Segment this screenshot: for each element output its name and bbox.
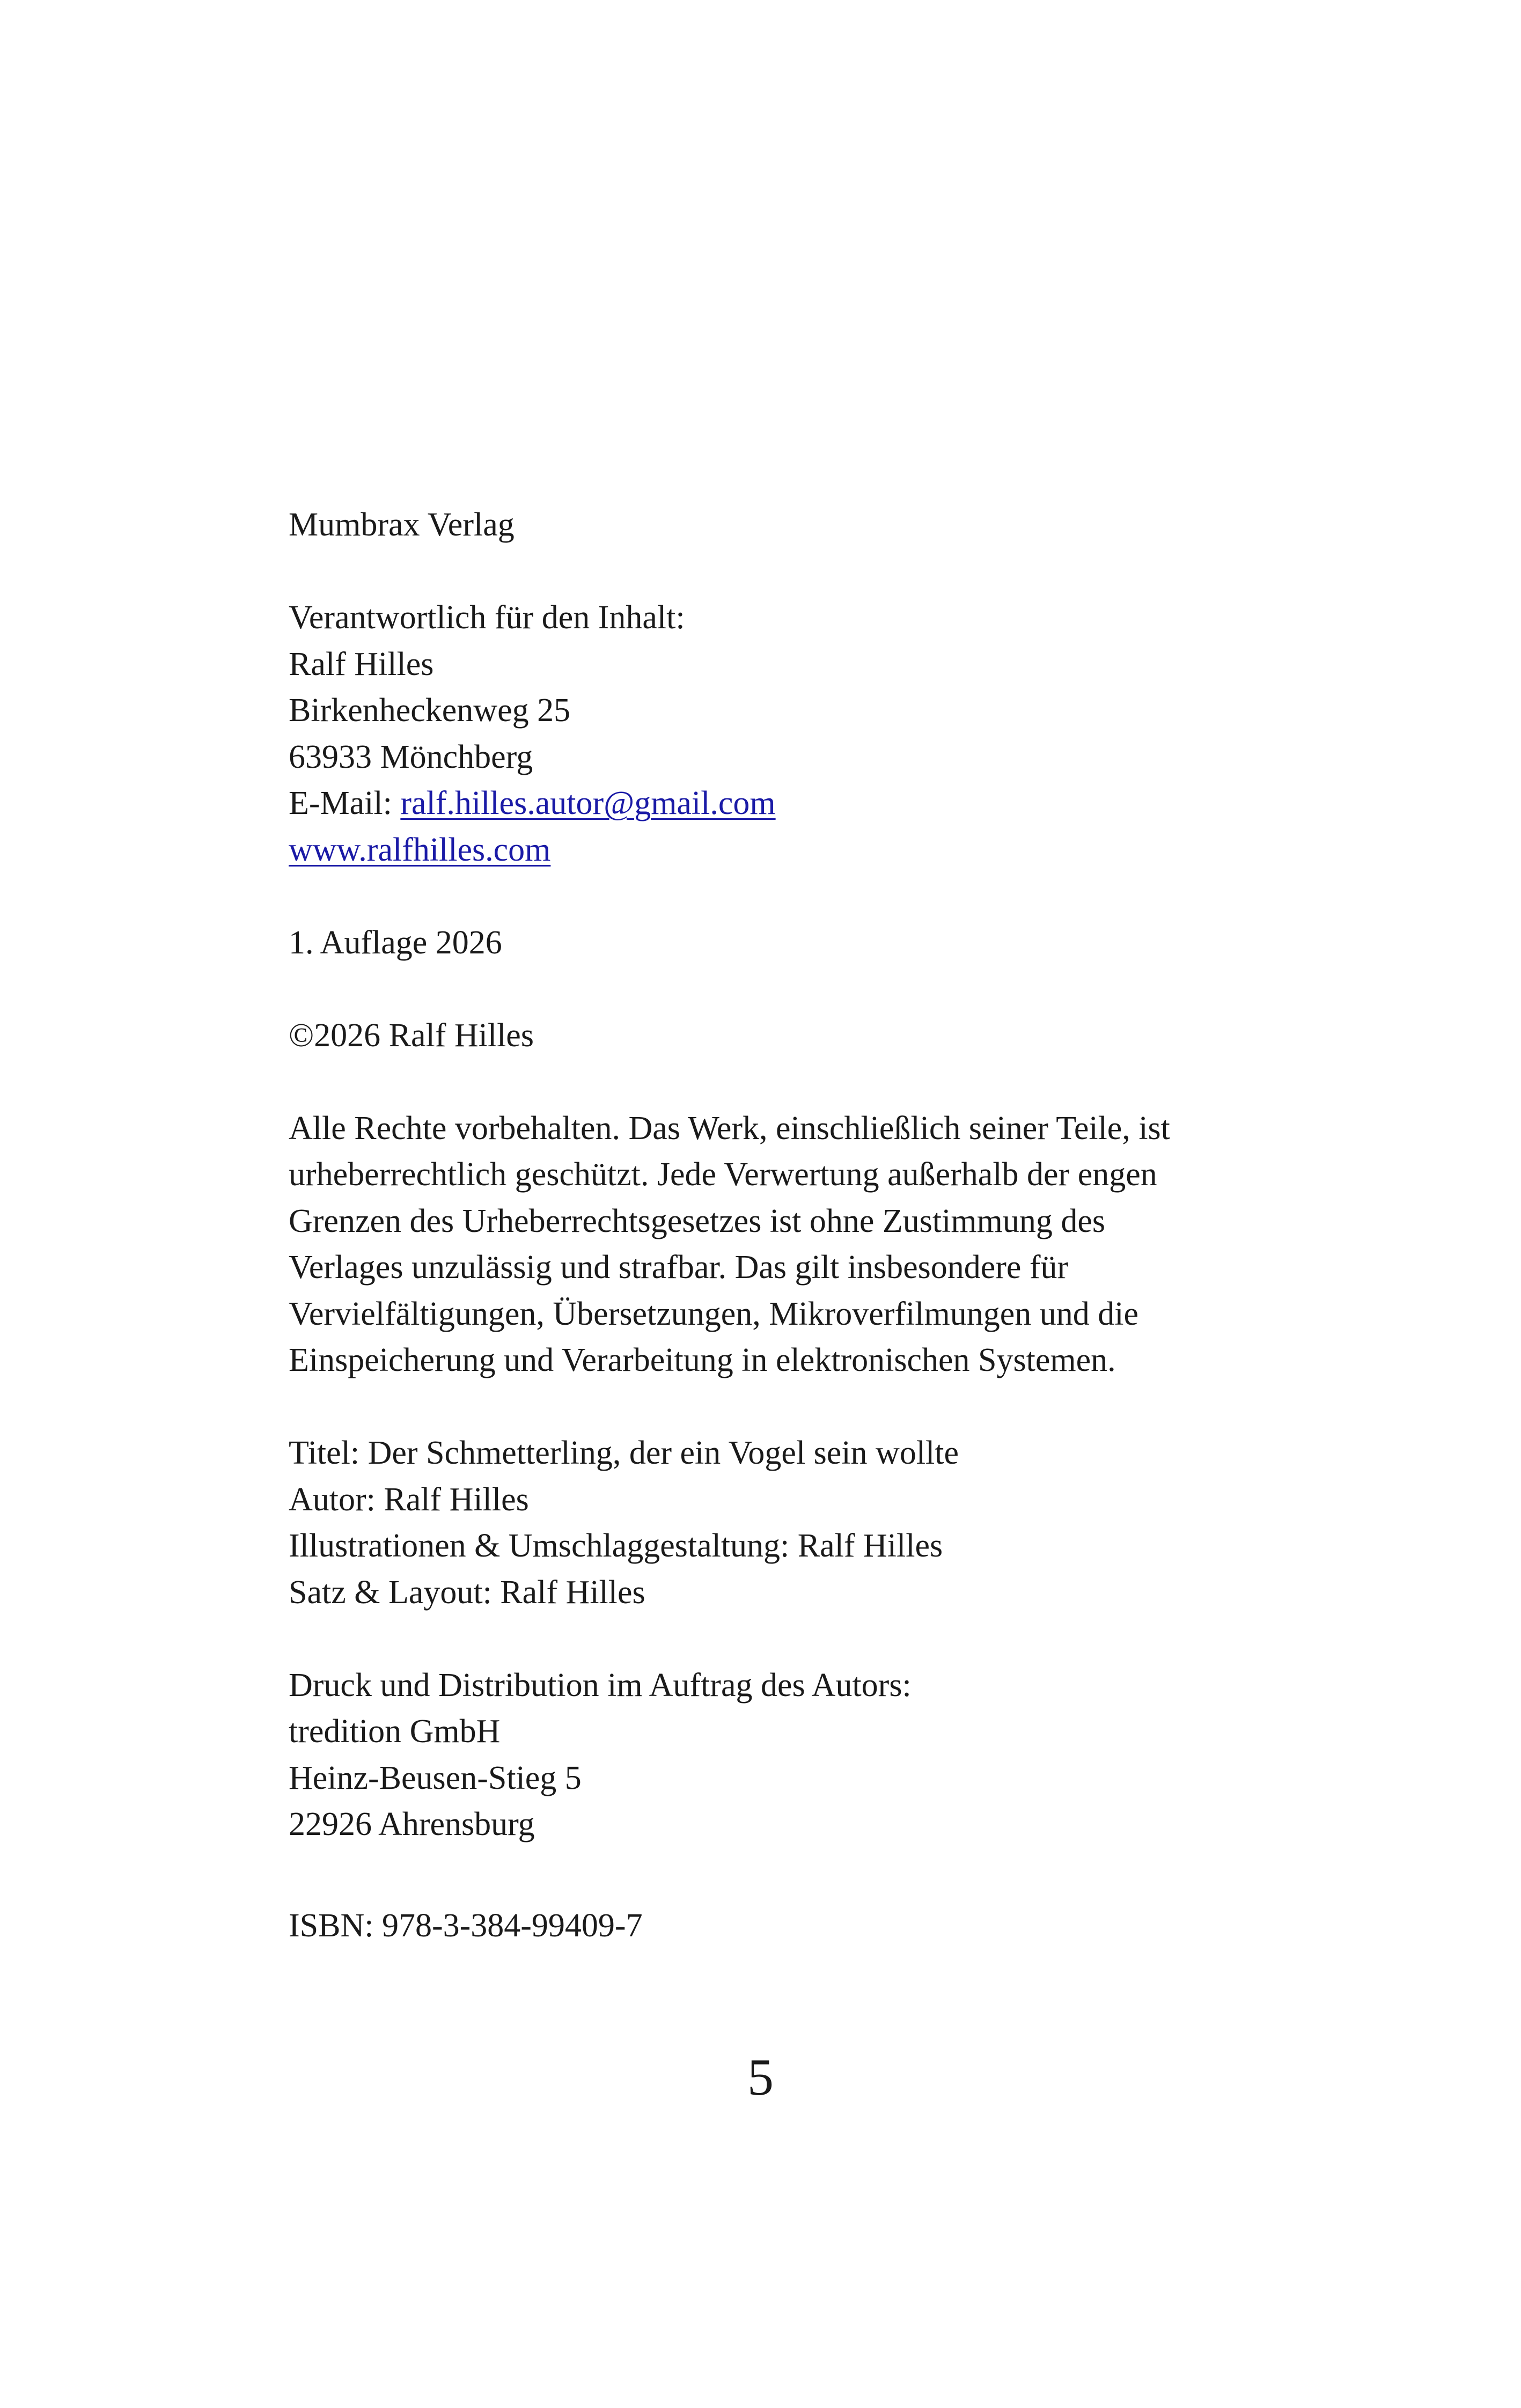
spacer	[289, 1059, 1308, 1105]
isbn: ISBN: 978-3-384-99409-7	[289, 1907, 643, 1944]
email-line	[289, 780, 1308, 827]
email-label: E-Mail:	[289, 785, 401, 821]
responsible-name: Ralf Hilles	[289, 645, 434, 682]
spacer	[289, 548, 1308, 595]
spacer	[289, 1384, 1308, 1430]
copyright: ©2026 Ralf Hilles	[289, 1017, 534, 1054]
responsible-label: Verantwortlich für den Inhalt:	[289, 599, 685, 636]
distribution-company: tredition GmbH	[289, 1713, 501, 1750]
credit-layout: Satz & Layout: Ralf Hilles	[289, 1574, 645, 1611]
rights-line: Vervielfältigungen, Übersetzungen, Mikroverfilmungen und die	[289, 1295, 1138, 1332]
page-number: 5	[747, 2049, 774, 2106]
spacer	[289, 873, 1308, 920]
distribution-street: Heinz-Beusen-Stieg 5	[289, 1759, 582, 1796]
rights-line: Alle Rechte vorbehalten. Das Werk, einschließlich seiner Teile, ist	[289, 1110, 1170, 1147]
address-street: Birkenheckenweg 25	[289, 692, 571, 729]
distribution-label: Druck und Distribution im Auftrag des Autors:	[289, 1666, 912, 1704]
website-line	[289, 827, 1308, 873]
rights-line: Grenzen des Urheberrechtsgesetzes ist ohne Zustimmung des	[289, 1202, 1105, 1239]
address-city: 63933 Mönchberg	[289, 738, 533, 775]
rights-line: urheberrechtlich geschützt. Jede Verwertung außerhalb der engen	[289, 1156, 1157, 1193]
credit-illustrations: Illustrationen & Umschlaggestaltung: Ralf Hilles	[289, 1528, 943, 1564]
spacer	[289, 1616, 1308, 1662]
rights-line: Verlages unzulässig und strafbar. Das gilt insbesondere für	[289, 1249, 1069, 1286]
credit-title: Titel: Der Schmetterling, der ein Vogel sein wollte	[289, 1435, 959, 1471]
distribution-city: 22926 Ahrensburg	[289, 1806, 535, 1842]
publisher-name: Mumbrax Verlag	[289, 506, 515, 543]
spacer	[289, 966, 1308, 1012]
credit-author: Autor: Ralf Hilles	[289, 1481, 529, 1518]
email-link[interactable]: ralf.hilles.autor@gmail.com	[400, 785, 776, 821]
edition: 1. Auflage 2026	[289, 924, 502, 961]
imprint-block	[289, 502, 1308, 1949]
rights-line: Einspeicherung und Verarbeitung in elektronischen Systemen.	[289, 1342, 1116, 1378]
website-link[interactable]: www.ralfhilles.com	[289, 831, 551, 868]
spacer	[289, 1848, 1308, 1903]
